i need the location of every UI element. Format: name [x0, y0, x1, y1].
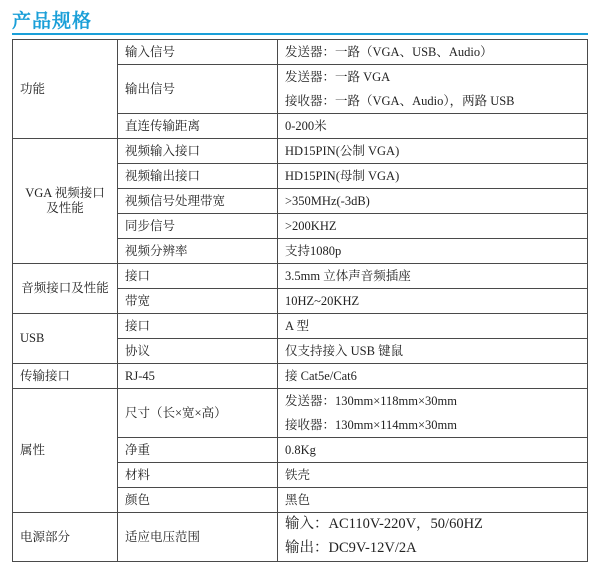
category-cell: 属性	[13, 389, 118, 513]
item-value-cell: HD15PIN(母制 VGA)	[278, 164, 588, 189]
item-value-cell: A 型	[278, 314, 588, 339]
item-value-cell: HD15PIN(公制 VGA)	[278, 139, 588, 164]
item-value-cell: 铁壳	[278, 463, 588, 488]
category-cell: VGA 视频接口及性能	[13, 139, 118, 264]
item-value-cell: 接 Cat5e/Cat6	[278, 364, 588, 389]
item-name-cell: RJ-45	[118, 364, 278, 389]
spec-table	[12, 39, 588, 562]
spec-row	[13, 139, 588, 164]
spec-row	[13, 264, 588, 289]
item-value-cell: 接收器：130mm×114mm×30mm	[278, 413, 588, 438]
category-cell: 功能	[13, 40, 118, 139]
title-underline	[12, 33, 588, 35]
item-name-cell: 带宽	[118, 289, 278, 314]
item-name-cell: 接口	[118, 264, 278, 289]
item-name-cell: 尺寸（长×宽×高）	[118, 389, 278, 438]
item-name-cell: 材料	[118, 463, 278, 488]
spec-row	[13, 364, 588, 389]
item-value-cell: 3.5mm 立体声音频插座	[278, 264, 588, 289]
item-value-cell: >200KHZ	[278, 214, 588, 239]
item-value-cell: 发送器：一路 VGA	[278, 65, 588, 90]
item-name-cell: 适应电压范围	[118, 513, 278, 562]
item-value-cell: 发送器：一路（VGA、USB、Audio）	[278, 40, 588, 65]
spec-row	[13, 389, 588, 414]
item-name-cell: 净重	[118, 438, 278, 463]
item-name-cell: 视频输出接口	[118, 164, 278, 189]
item-value-cell: 接收器：一路（VGA、Audio），两路 USB	[278, 89, 588, 114]
item-name-cell: 视频输入接口	[118, 139, 278, 164]
category-cell: 电源部分	[13, 513, 118, 562]
item-name-cell: 输入信号	[118, 40, 278, 65]
category-cell: 传输接口	[13, 364, 118, 389]
page-title: 产品规格	[12, 10, 93, 32]
item-value-cell: 0-200米	[278, 114, 588, 139]
item-name-cell: 输出信号	[118, 65, 278, 114]
spec-row	[13, 40, 588, 65]
item-name-cell: 颜色	[118, 488, 278, 513]
spec-row	[13, 314, 588, 339]
category-cell: 音频接口及性能	[13, 264, 118, 314]
item-value-cell: 10HZ~20KHZ	[278, 289, 588, 314]
item-name-cell: 直连传输距离	[118, 114, 278, 139]
item-value-cell: 仅支持接入 USB 键鼠	[278, 339, 588, 364]
item-name-cell: 同步信号	[118, 214, 278, 239]
item-name-cell: 视频信号处理带宽	[118, 189, 278, 214]
spec-row	[13, 513, 588, 538]
category-cell: USB	[13, 314, 118, 364]
item-value-cell: 输出：DC9V-12V/2A	[278, 537, 588, 562]
item-name-cell: 协议	[118, 339, 278, 364]
item-value-cell: 支持1080p	[278, 239, 588, 264]
item-name-cell: 接口	[118, 314, 278, 339]
item-value-cell: >350MHz(-3dB)	[278, 189, 588, 214]
item-name-cell: 视频分辨率	[118, 239, 278, 264]
item-value-cell: 发送器：130mm×118mm×30mm	[278, 389, 588, 414]
item-value-cell: 输入：AC110V-220V，50/60HZ	[278, 513, 588, 538]
item-value-cell: 黑色	[278, 488, 588, 513]
item-value-cell: 0.8Kg	[278, 438, 588, 463]
